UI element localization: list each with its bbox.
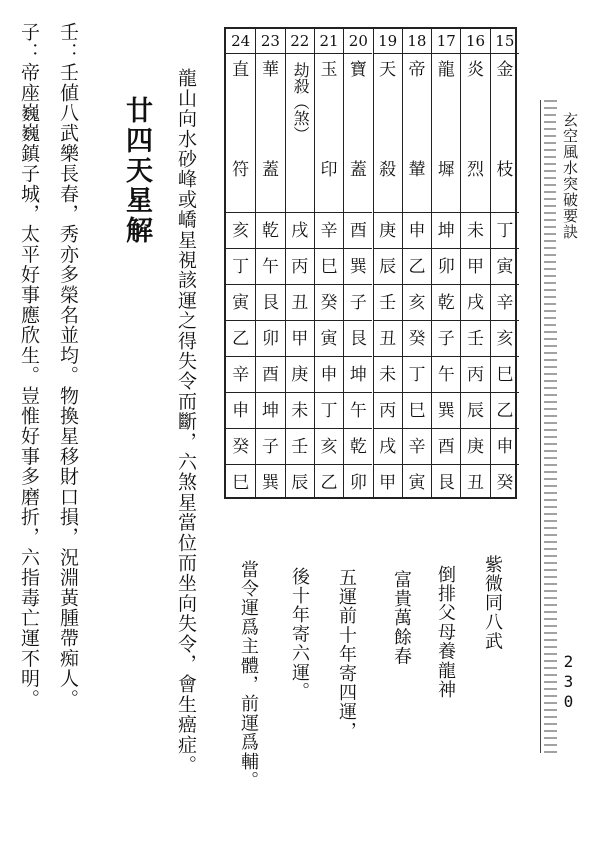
star-name-char: 殺 [379, 160, 397, 180]
table-cell: 艮 [256, 284, 284, 321]
table-cell: 戌 [374, 428, 402, 465]
star-name-char: 蓋 [261, 160, 279, 180]
star-table [224, 27, 517, 499]
table-cell: 壬 [461, 320, 489, 357]
table-cell: 辰 [286, 464, 314, 501]
table-cell: 辛 [226, 356, 255, 393]
table-cell: 申 [491, 428, 519, 465]
verse-line-4: 五運前十年寄四運， [336, 568, 357, 741]
table-column-21 [314, 29, 343, 497]
table-cell: 丙 [374, 392, 402, 429]
table-column-23 [255, 29, 284, 497]
table-cell: 乾 [344, 428, 372, 465]
star-name-char: 符 [232, 160, 250, 180]
star-name [315, 62, 343, 179]
table-cell: 午 [432, 356, 460, 393]
table-cell: 庚 [286, 356, 314, 393]
table-cell: 甲 [286, 320, 314, 357]
table-cell: 巳 [315, 248, 343, 285]
table-column-16 [460, 29, 489, 497]
star-name-char: 炎 [467, 60, 485, 80]
star-number: 15 [491, 29, 519, 54]
star-name [226, 62, 255, 179]
star-name-char: 直 [232, 60, 250, 80]
table-cell: 寅 [315, 320, 343, 357]
text-line-zi: 子：帝座巍巍鎮子城，太平好事應欣生。豈惟好事多磨折，六指毒亡運不明。 [18, 22, 40, 709]
text-line-ren: 壬：壬値八武樂長春，秀亦多榮名並均。物換星移財口損，況淵黃腫帶痴人。 [57, 22, 79, 709]
table-cell: 申 [226, 392, 255, 429]
star-number: 22 [286, 29, 314, 54]
table-cell: 卯 [256, 320, 284, 357]
table-cell: 丁 [491, 212, 519, 249]
table-cell: 寅 [226, 284, 255, 321]
verse-line-1: 紫微同八武 [482, 555, 503, 651]
star-name-char: 天 [379, 60, 397, 80]
table-cell: 卯 [344, 464, 372, 501]
table-cell: 癸 [315, 284, 343, 321]
table-cell: 丑 [286, 284, 314, 321]
table-cell: 丑 [374, 320, 402, 357]
section-title: 廿四天星解 [121, 96, 152, 246]
table-cell: 乙 [315, 464, 343, 501]
table-cell: 壬 [374, 284, 402, 321]
table-cell: 巳 [226, 464, 255, 501]
table-cell: 巽 [256, 464, 284, 501]
star-name [344, 62, 372, 179]
star-name-char: 金 [496, 60, 514, 80]
running-header: 玄空風水突破要訣 [561, 112, 579, 240]
table-cell: 丁 [315, 392, 343, 429]
table-cell: 癸 [491, 464, 519, 501]
table-column-24 [226, 29, 255, 497]
table-cell: 坤 [432, 212, 460, 249]
table-cell: 辛 [315, 212, 343, 249]
star-name-char: 墀 [437, 160, 455, 180]
table-cell: 寅 [491, 248, 519, 285]
table-cell: 卯 [432, 248, 460, 285]
star-number: 21 [315, 29, 343, 54]
table-cell: 戌 [461, 284, 489, 321]
star-number: 19 [374, 29, 402, 54]
table-cell: 寅 [403, 464, 431, 501]
table-cell: 巳 [491, 356, 519, 393]
star-name [432, 62, 460, 179]
star-name [286, 62, 314, 147]
table-cell: 申 [315, 356, 343, 393]
table-cell: 亥 [403, 284, 431, 321]
table-column-20 [343, 29, 372, 497]
table-column-22 [285, 29, 314, 497]
table-cell: 甲 [374, 464, 402, 501]
star-name-char: 蓋 [349, 160, 367, 180]
star-number: 23 [256, 29, 284, 54]
table-cell: 戌 [286, 212, 314, 249]
table-cell: 乾 [432, 284, 460, 321]
star-name-char: 印 [320, 160, 338, 180]
table-cell: 庚 [461, 428, 489, 465]
table-cell: 巳 [403, 392, 431, 429]
star-number: 18 [403, 29, 431, 54]
star-number: 16 [461, 29, 489, 54]
table-cell: 癸 [403, 320, 431, 357]
table-cell: 亥 [491, 320, 519, 357]
table-cell: 癸 [226, 428, 255, 465]
star-name [461, 62, 489, 179]
table-cell: 丑 [461, 464, 489, 501]
table-cell: 未 [286, 392, 314, 429]
table-cell: 未 [374, 356, 402, 393]
table-cell: 巽 [432, 392, 460, 429]
table-cell: 子 [256, 428, 284, 465]
star-name [256, 62, 284, 179]
table-column-17 [431, 29, 460, 497]
star-name-char: 帝 [408, 60, 426, 80]
star-name-char: 玉 [320, 60, 338, 80]
table-cell: 未 [461, 212, 489, 249]
star-name-char: 輦 [408, 160, 426, 180]
star-number: 24 [226, 29, 255, 54]
table-cell: 丙 [461, 356, 489, 393]
table-cell: 辛 [403, 428, 431, 465]
star-name-char: 烈 [467, 160, 485, 180]
table-cell: 坤 [256, 392, 284, 429]
table-cell: 午 [256, 248, 284, 285]
star-number: 20 [344, 29, 372, 54]
star-name [374, 62, 402, 179]
table-cell: 辰 [374, 248, 402, 285]
table-cell: 巽 [344, 248, 372, 285]
verse-line-6: 當令運爲主體，前運爲輔。 [238, 560, 259, 791]
table-cell: 乾 [256, 212, 284, 249]
table-column-15 [490, 29, 519, 497]
table-cell: 酉 [344, 212, 372, 249]
table-cell: 乙 [403, 248, 431, 285]
verse-line-2: 倒排父母養龍神 [435, 565, 456, 700]
table-cell: 子 [344, 284, 372, 321]
table-cell: 酉 [432, 428, 460, 465]
star-name-text: 劫殺（煞） [291, 62, 311, 142]
table-cell: 亥 [315, 428, 343, 465]
verse-line-3: 富貴萬餘春 [391, 570, 412, 666]
star-name [491, 62, 519, 179]
table-cell: 丙 [286, 248, 314, 285]
table-cell: 申 [403, 212, 431, 249]
star-name [403, 62, 431, 179]
table-column-18 [402, 29, 431, 497]
table-cell: 辰 [461, 392, 489, 429]
table-cell: 壬 [286, 428, 314, 465]
table-column-19 [373, 29, 402, 497]
table-cell: 丁 [403, 356, 431, 393]
table-cell: 乙 [226, 320, 255, 357]
table-cell: 酉 [256, 356, 284, 393]
star-name-char: 枝 [496, 160, 514, 180]
page-number: 230 [559, 652, 578, 712]
verse-line-5: 後十年寄六運。 [289, 567, 310, 702]
table-cell: 艮 [344, 320, 372, 357]
table-cell: 坤 [344, 356, 372, 393]
table-cell: 甲 [461, 248, 489, 285]
table-cell: 丁 [226, 248, 255, 285]
star-number: 17 [432, 29, 460, 54]
table-cell: 辛 [491, 284, 519, 321]
paragraph-dragon-mountain: 龍山向水砂峰或嶠星視該運之得失令而斷，六煞星當位而坐向失令，會生癌症。 [175, 68, 197, 775]
table-cell: 子 [432, 320, 460, 357]
star-name-char: 龍 [437, 60, 455, 80]
table-cell: 艮 [432, 464, 460, 501]
star-name-char: 華 [261, 60, 279, 80]
table-cell: 亥 [226, 212, 255, 249]
table-cell: 庚 [374, 212, 402, 249]
table-cell: 乙 [491, 392, 519, 429]
star-name-char: 寶 [349, 60, 367, 80]
table-cell: 午 [344, 392, 372, 429]
